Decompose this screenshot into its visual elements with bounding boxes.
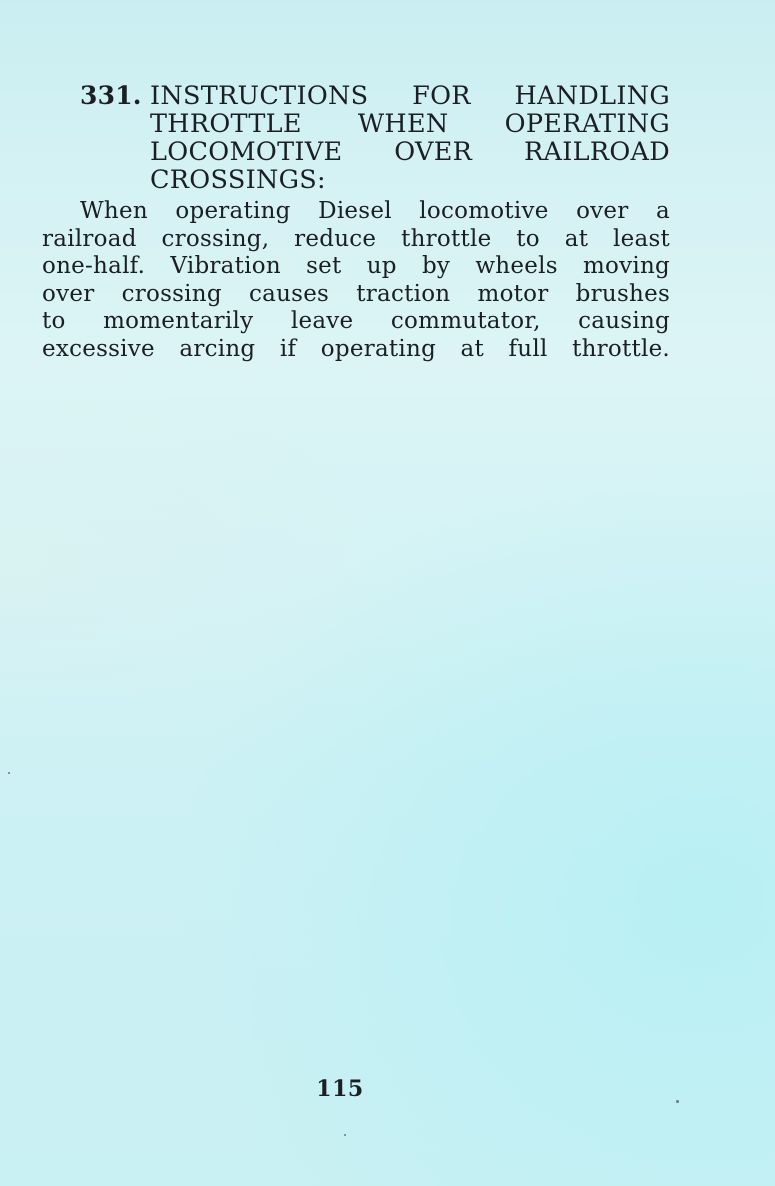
page-number: 115 <box>316 1076 364 1102</box>
section-number: 331. <box>80 81 142 110</box>
instruction-section <box>42 82 670 363</box>
body-line: excessive arcing if operating at full throttle. <box>42 335 670 362</box>
paper-speck <box>676 1100 679 1103</box>
body-line: railroad crossing, reduce throttle to at least <box>42 225 670 252</box>
section-title-line: INSTRUCTIONS FOR HANDLING <box>150 81 670 111</box>
body-line: When operating Diesel locomotive over a <box>80 198 670 224</box>
paper-speck <box>344 1134 346 1136</box>
body-line: over crossing causes traction motor brushes <box>42 280 670 307</box>
section-title-line: THROTTLE WHEN OPERATING <box>150 109 670 139</box>
body-line: one-half. Vibration set up by wheels moving <box>42 253 670 279</box>
paper-speck <box>8 772 10 774</box>
section-heading <box>42 82 670 194</box>
section-title-line: LOCOMOTIVE OVER RAILROAD <box>150 137 670 167</box>
section-title-line: CROSSINGS: <box>150 165 326 195</box>
section-body <box>42 198 670 363</box>
body-line: to momentarily leave commutator, causing <box>42 308 670 334</box>
section-title <box>150 82 670 194</box>
